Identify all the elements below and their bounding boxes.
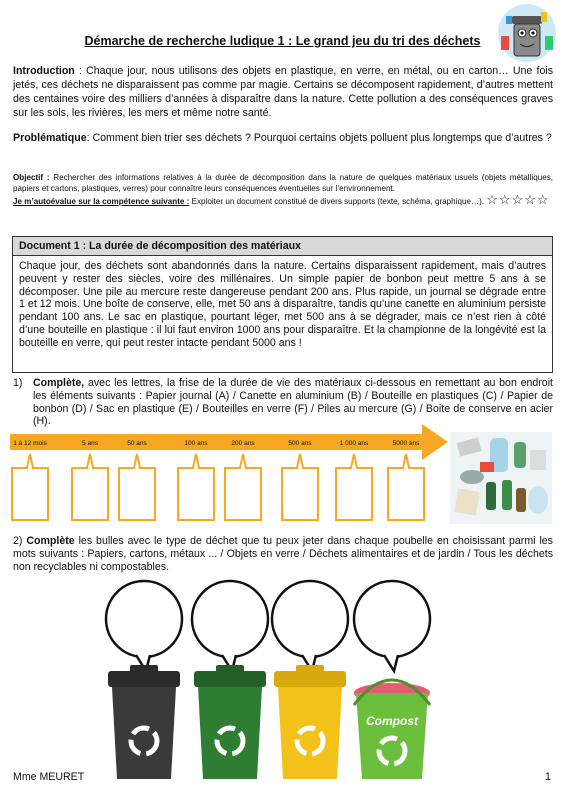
timeline-label: 100 ans bbox=[184, 440, 208, 447]
timeline-label: 5000 ans bbox=[392, 440, 420, 447]
timeline-label: 200 ans bbox=[231, 440, 255, 447]
objective: Objectif : Rechercher des informations relatives à la durée de décomposition dans la nature de quelques matériaux usuels (objets métalliques, papiers et cartons, plastiques, verres) pour connaître leurs conséquences éventuelles sur l’environnement. bbox=[13, 173, 553, 193]
timeline-answer-box[interactable] bbox=[119, 454, 155, 520]
timeline-answer-box[interactable] bbox=[12, 454, 48, 520]
timeline-label: 500 ans bbox=[288, 440, 312, 447]
timeline-answer-box[interactable] bbox=[72, 454, 108, 520]
author: Mme MEURET bbox=[13, 771, 85, 783]
question1-number: 1) bbox=[13, 377, 23, 389]
timeline-label: 50 ans bbox=[127, 440, 147, 447]
self-evaluation: Je m’autoévalue sur la compétence suivante : Exploiter un document constitué de divers supports (texte, schéma, graphique…). ☆☆☆☆☆ bbox=[13, 192, 550, 207]
trash-bin bbox=[354, 680, 430, 779]
page-title: Démarche de recherche ludique 1 : Le grand jeu du tri des déchets bbox=[84, 34, 481, 48]
timeline-label: 1 à 12 mois bbox=[13, 440, 47, 447]
speech-bubble[interactable] bbox=[272, 581, 348, 671]
recycling-mascot-icon bbox=[494, 2, 560, 64]
question2-text: 2) Complète les bulles avec le type de déchet que tu peux jeter dans chaque poubelle en choisissant parmi les mots suivants : Papiers, cartons, métaux ... / Objets en verre / Déchets alimentaires et de jardin / Tous les déchets non recyclables ni compostables. bbox=[13, 535, 553, 573]
timeline-answer-box[interactable] bbox=[282, 454, 318, 520]
speech-bubble[interactable] bbox=[106, 581, 182, 671]
trash-bin bbox=[274, 665, 346, 779]
timeline-answer-box[interactable] bbox=[388, 454, 424, 520]
document-text: Chaque jour, des déchets sont abandonnés dans la nature. Certains disparaissent rapidement, mais d’autres peuvent y rester des siècles, voire des millénaires. Un simple papier de bonbon peut mettre 5 ans à se décomposer. Une pile au mercure reste dangereuse pendant 200 ans. Plus rapide, un journal se dégrade entre 1 et 12 mois. Une boîte de conserve, elle, met 50 ans à disparaître, tandis qu’une canette en aluminium persiste pendant 100 ans. Le sac en plastique, pourtant léger, met 500 ans à se dégrader, mais ce n’est rien à côté d’une bouteille en plastique : il lui faut environ 1000 ans pour disparaître. Et la championne de la longévité est la bouteille en verre, qui peut rester intacte pendant 5000 ans ! bbox=[12, 256, 553, 373]
page-number: 1 bbox=[545, 771, 551, 783]
waste-illustration bbox=[450, 432, 552, 524]
speech-bubble[interactable] bbox=[192, 581, 268, 671]
timeline-label: 5 ans bbox=[82, 440, 98, 447]
question1-text: Complète, avec les lettres, la frise de la durée de vie des matériaux ci-dessous en remettant au bon endroit les éléments suivants : Papier journal (A) / Canette en aluminium (B) / Bouteille en plastiques (C) / Papier de bonbon (D) / Sac en plastique (E) / Bouteilles en verre (F) / Piles au mercure (G) / Boite de conserve en acier (H). bbox=[33, 377, 553, 428]
timeline-answer-box[interactable] bbox=[336, 454, 372, 520]
rating-stars[interactable]: ☆☆☆☆☆ bbox=[486, 192, 550, 207]
svg-text:Compost: Compost bbox=[366, 714, 418, 728]
timeline-answer-box[interactable] bbox=[178, 454, 214, 520]
timeline bbox=[10, 424, 448, 526]
timeline-answer-box[interactable] bbox=[225, 454, 261, 520]
introduction: Introduction : Chaque jour, nous utilisons des objets en plastique, en verre, en métal, ou en carton… Une fois jetés, ces déchets ne disparaissent pas comme par magie. Certains se décomposent rapidement, d’autres mettent des centaines voire des milliers d’années à disparaître dans la nature. Cette pollution a des conséquences graves sur les sols, les rivières, les mers et même notre santé. bbox=[13, 65, 553, 119]
speech-bubble[interactable] bbox=[354, 581, 430, 671]
timeline-label: 1 000 ans bbox=[339, 440, 369, 447]
problem-statement: Problématique: Comment bien trier ses déchets ? Pourquoi certains objets polluent plus longtemps que d’autres ? bbox=[13, 132, 552, 144]
trash-bin bbox=[194, 665, 266, 779]
trash-bin bbox=[108, 665, 180, 779]
document-title: Document 1 : La durée de décomposition des matériaux bbox=[12, 236, 553, 256]
bins-area bbox=[100, 575, 480, 785]
